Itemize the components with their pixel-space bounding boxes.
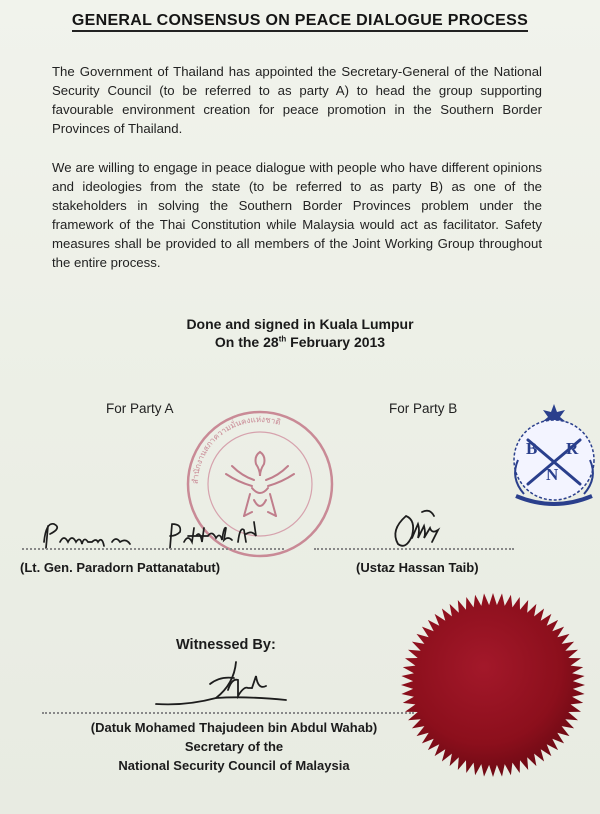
witness-title-line-2: National Security Council of Malaysia	[118, 758, 350, 773]
paragraph-1: The Government of Thailand has appointed the Secretary-General of the National Security Council (to be referred to as party A) to head the group supporting favourable environment creation for peace promotion in the Southern Border Provinces of Thailand.	[52, 64, 542, 136]
witness-signature-line	[42, 712, 414, 714]
signed-place: Done and signed in Kuala Lumpur	[186, 316, 414, 332]
party-a-signature-line	[22, 548, 284, 550]
party-a-name: (Lt. Gen. Paradorn Pattanatabut)	[20, 560, 221, 575]
brn-letter-n: N	[546, 465, 559, 484]
witness-name: (Datuk Mohamed Thajudeen bin Abdul Wahab)	[90, 720, 378, 735]
brn-letter-r: R	[566, 439, 579, 458]
party-b-name: (Ustaz Hassan Taib)	[356, 560, 479, 575]
signed-date: On the 28th February 2013	[214, 334, 386, 350]
witness-label: Witnessed By:	[176, 637, 276, 653]
document-title: GENERAL CONSENSUS ON PEACE DIALOGUE PROCESS	[0, 12, 600, 30]
brn-letter-b: B	[526, 439, 538, 458]
party-b-signature	[388, 506, 468, 554]
party-a-signature	[38, 512, 288, 562]
party-a-label: For Party A	[106, 401, 174, 416]
party-b-signature-line	[314, 548, 514, 550]
witness-signature	[152, 650, 352, 710]
witness-title-line-1: Secretary of the	[184, 739, 284, 754]
party-b-emblem-icon	[504, 402, 600, 512]
svg-text:สำนักงานสภาความมั่นคงแห่งชาติ: สำนักงานสภาความมั่นคงแห่งชาติ	[190, 414, 282, 485]
paragraph-2: We are willing to engage in peace dialogue with people who have different opinions and ideologies from the state (to be referred to as party B) as one of the stakeholders in solving the Southern Border Provinces problem under the framework of the Thai Constitution while Malaysia would act as facilitator. Safety measures shall be provided to all members of the Joint Working Group throughout the entire process.	[52, 160, 542, 270]
party-b-label: For Party B	[389, 401, 458, 416]
